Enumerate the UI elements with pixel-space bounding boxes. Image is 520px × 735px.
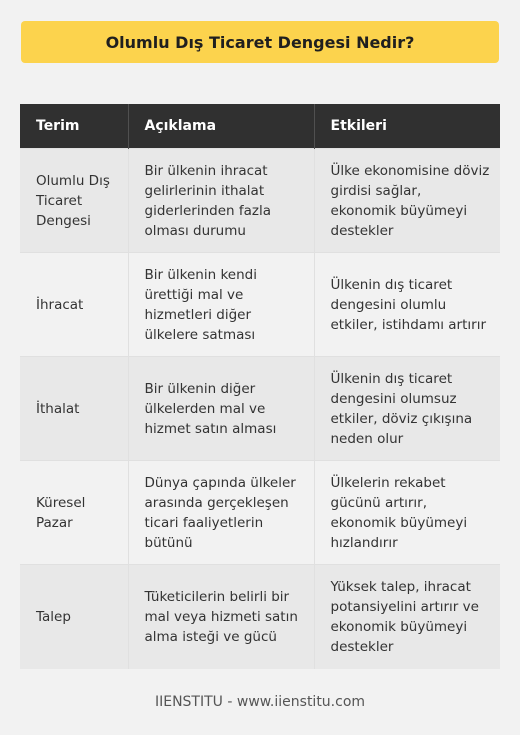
cell-effects: Ülkelerin rekabet gücünü artırır, ekonomik büyümeyi hızlandırır [314,461,500,565]
cell-description: Bir ülkenin ihracat gelirlerinin ithalat giderlerinden fazla olması durumu [128,149,314,253]
table-row [20,565,500,669]
table-row [20,149,500,253]
cell-description: Bir ülkenin diğer ülkelerden mal ve hizmet satın alması [128,357,314,461]
footer-credit: IIENSTITU - www.iienstitu.com [154,694,366,710]
cell-term: Talep [20,565,128,669]
cell-term: Küresel Pazar [20,461,128,565]
header-effects: Etkileri [314,104,500,149]
cell-term: İthalat [20,357,128,461]
terms-table [20,104,500,669]
header-term: Terim [20,104,128,149]
cell-description: Bir ülkenin kendi ürettiği mal ve hizmetleri diğer ülkelere satması [128,253,314,357]
header-description: Açıklama [128,104,314,149]
table-header-row [20,104,500,149]
cell-term: İhracat [20,253,128,357]
cell-effects: Yüksek talep, ihracat potansiyelini artırır ve ekonomik büyümeyi destekler [314,565,500,669]
cell-description: Dünya çapında ülkeler arasında gerçekleşen ticari faaliyetlerin bütünü [128,461,314,565]
cell-effects: Ülkenin dış ticaret dengesini olumlu etkiler, istihdamı artırır [314,253,500,357]
cell-description: Tüketicilerin belirli bir mal veya hizmeti satın alma isteği ve gücü [128,565,314,669]
page-title: Olumlu Dış Ticaret Dengesi Nedir? [21,21,499,63]
table-row [20,461,500,565]
cell-effects: Ülkenin dış ticaret dengesini olumsuz etkiler, döviz çıkışına neden olur [314,357,500,461]
table-row [20,357,500,461]
table-row [20,253,500,357]
cell-term: Olumlu Dış Ticaret Dengesi [20,149,128,253]
cell-effects: Ülke ekonomisine döviz girdisi sağlar, ekonomik büyümeyi destekler [314,149,500,253]
